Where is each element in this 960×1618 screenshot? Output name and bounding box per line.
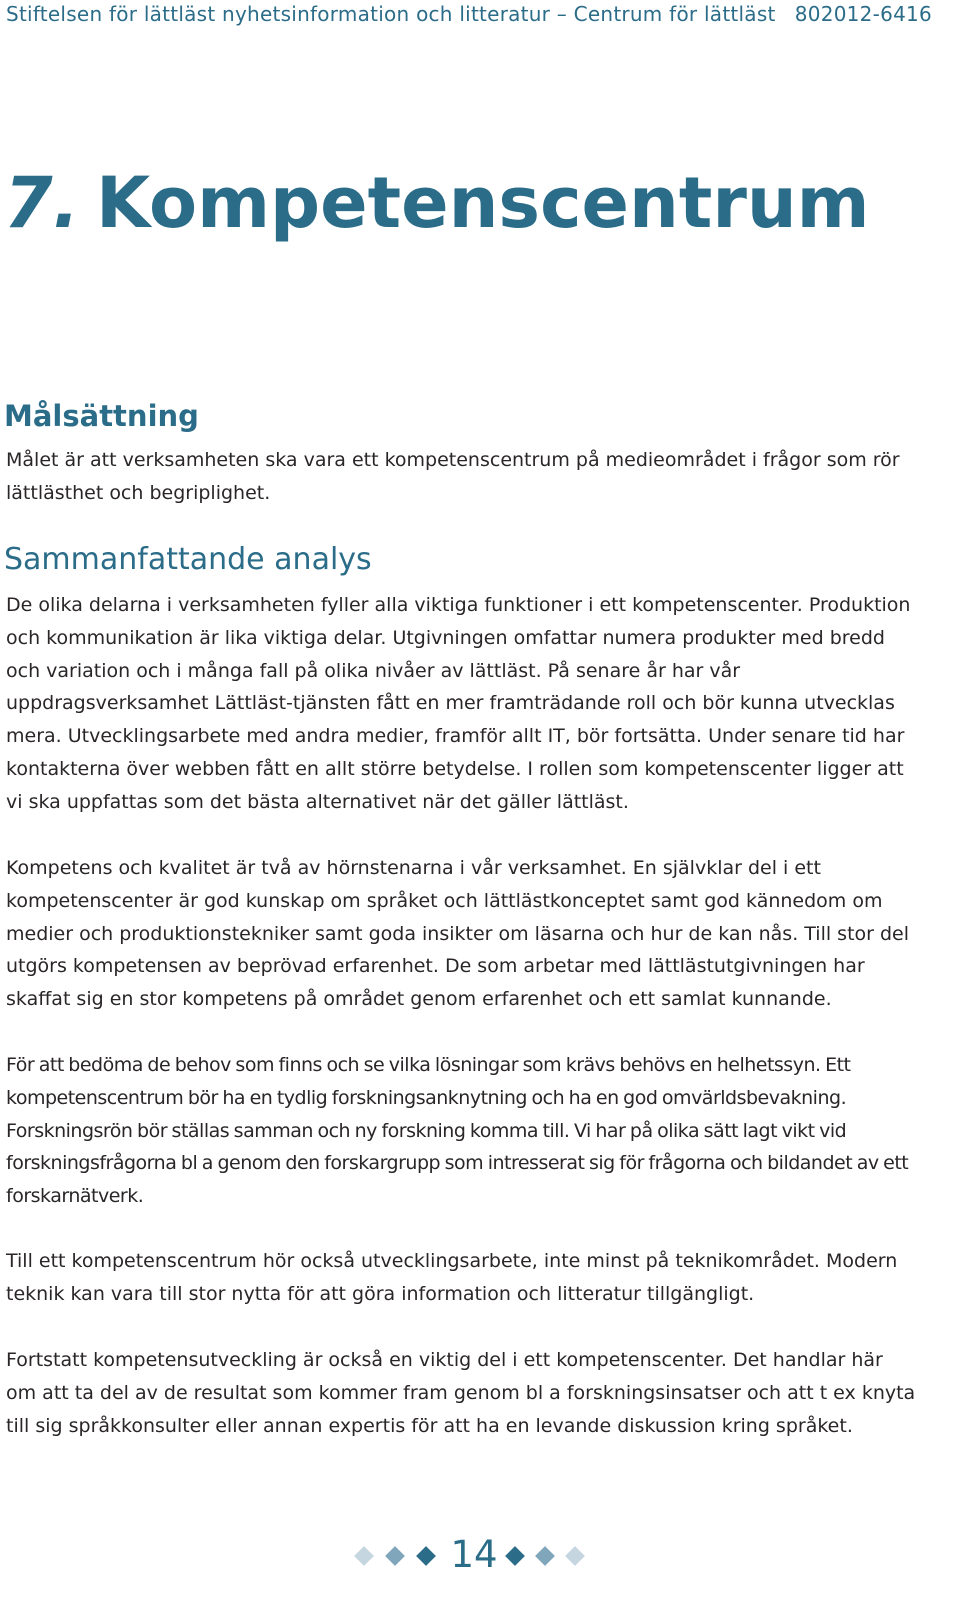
header-org-number: 802012-6416 (794, 2, 932, 26)
section-heading-malsattning: Målsättning (4, 399, 199, 433)
diamond-ornament-icon (354, 1546, 374, 1566)
diamond-ornament-icon (505, 1546, 525, 1566)
body-paragraph: Till ett kompetenscentrum hör också utvecklingsarbete, inte minst på teknikområdet. Modern teknik kan vara till stor nytta för att göra information och litteratur tillgängligt. (6, 1250, 898, 1305)
chapter-title (4, 158, 870, 248)
diamond-ornament-icon (565, 1546, 585, 1566)
section-heading-analys: Sammanfattande analys (4, 542, 372, 577)
diamond-ornament-icon (385, 1546, 405, 1566)
diamond-ornament-icon (535, 1546, 555, 1566)
body-paragraph: För att bedöma de behov som finns och se vilka lösningar som krävs behövs en helhetssyn. Ett kompetenscentrum bör ha en tydlig forskningsanknytning och ha en god omvärldsbevakning. Forskningsrön bör ställas samman och ny forskning komma till. Vi har på olika sätt lagt vikt vid forskningsfrågorna bl a genom den forskargrupp som intresserat sig för frågorna och bildandet av ett forskarnätverk. (6, 1054, 909, 1208)
body-paragraph: Målet är att verksamheten ska vara ett kompetenscentrum på medieområdet i frågor som rör lättlästhet och begriplighet. (6, 449, 900, 504)
chapter-number: 7. (4, 162, 80, 244)
diamond-ornament-icon (416, 1546, 436, 1566)
page-number: 14 (450, 1533, 498, 1576)
chapter-title-text: Kompetenscentrum (96, 162, 870, 244)
running-header (6, 2, 932, 30)
body-paragraph: Kompetens och kvalitet är två av hörnstenarna i vår verksamhet. En självklar del i ett kompetenscenter är god kunskap om språket och lättlästkonceptet samt god kännedom om medier och produktionstekniker samt goda insikter om läsarna och hur de kan nås. Till stor del utgörs kompetensen av beprövad erfarenhet. De som arbetar med lättlästutgivningen har skaffat sig en stor kompetens på området genom erfarenhet och ett samlat kunnande. (6, 857, 910, 1011)
body-paragraph: De olika delarna i verksamheten fyller alla viktiga funktioner i ett kompetenscenter. Produktion och kommunikation är lika viktiga delar. Utgivningen omfattar numera produkter med bredd och variation och i många fall på olika nivåer av lättläst. På senare år har vår uppdragsverksamhet Lättläst-tjänsten fått en mer framträdande roll och bör kunna utvecklas mera. Utvecklingsarbete med andra medier, framför allt IT, bör fortsätta. Under senare tid har kontakterna över webben fått en allt större betydelse. I rollen som kompetenscenter ligger att vi ska uppfattas som det bästa alternativet när det gäller lättläst. (6, 594, 911, 813)
body-paragraph: Fortstatt kompetensutveckling är också en viktig del i ett kompetenscenter. Det handlar här om att ta del av de resultat som kommer fram genom bl a forskningsinsatser och att t ex knyta till sig språkkonsulter eller annan expertis för att ha en levande diskussion kring språket. (6, 1349, 916, 1437)
page-footer (0, 1528, 960, 1588)
header-organization: Stiftelsen för lättläst nyhetsinformation och litteratur – Centrum för lättläst (6, 2, 776, 26)
